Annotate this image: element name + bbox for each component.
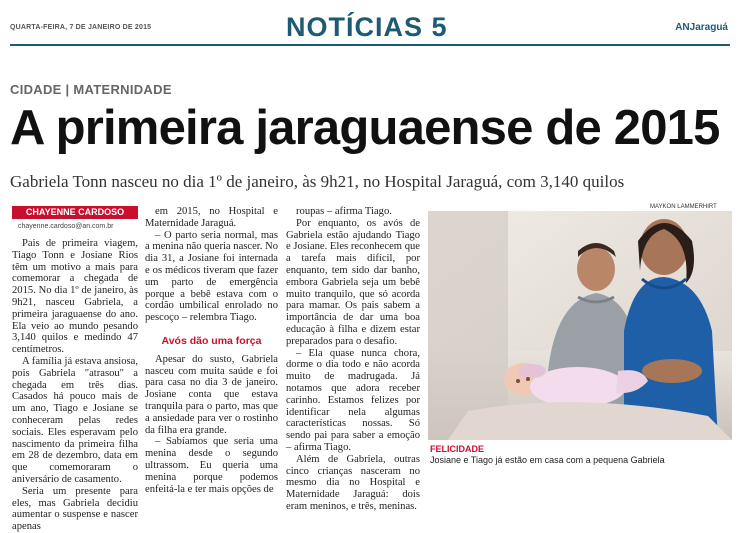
- article-photo: [428, 211, 732, 440]
- masthead-logo: [675, 22, 728, 33]
- paragraph: em 2015, no Hospital e Maternidade Jaraguá.: [145, 206, 278, 229]
- paragraph: A família já estava ansiosa, pois Gabriela "atrasou" a chegada em três dias. Casados há pouco mais de um ano, Tiago e Josiane se conheceram pelas redes sociais. Eles esperavam pelo nascimento da primeira filha em 28 de dezembro, data em que comemoraram o aniversário de casamento.: [12, 355, 138, 485]
- article-column-3: [286, 206, 420, 513]
- article-column-2: [145, 206, 278, 495]
- masthead-prefix: AN: [675, 22, 690, 33]
- section-title: NOTÍCIAS 5: [286, 12, 448, 42]
- paragraph: – Ela quase nunca chora, dorme o dia todo e não acorda muito de madrugada. Já notamos que adora receber carinho. Estamos felizes por identificar nela algumas características nossas. Só sendo pai para saber a emoção – afirma Tiago.: [286, 347, 420, 453]
- paragraph: – O parto seria normal, mas a menina não queria nascer. No dia 31, a Josiane foi internada e os médicos tiveram que fazer um parto de emergência porque a bebê estava com o cordão umbilical enrolado no pescoço – relembra Tiago.: [145, 229, 278, 324]
- paragraph: Pais de primeira viagem, Tiago Tonn e Josiane Rios têm um motivo a mais para comemorar a chegada de 2015. No dia 1º de janeiro, às 9h21, nasceu Gabriela, a primeira jaraguaense do ano. Ela veio ao mundo pesando 3,140 quilos e medindo 47 centímetros.: [12, 238, 138, 356]
- paragraph: Por enquanto, os avós de Gabriela estão ajudando Tiago e Josiane. Eles reconhecem que a tarefa mais difícil, por enquanto, tem sido dar banho, embora Gabriela seja um bebê muito tranquilo, que só acorda para mamar. Os pais sabem a importância de dar uma boa educação à filha e dizem estar preparados para o desafio.: [286, 217, 420, 347]
- photo-credit: MAYKON LAMMERHIRT: [650, 204, 717, 210]
- article-headline: A primeira jaraguaense de 2015: [10, 101, 720, 155]
- article-column-1: [12, 238, 138, 533]
- paragraph: roupas – afirma Tiago.: [296, 206, 392, 217]
- article-kicker: CIDADE | MATERNIDADE: [10, 82, 172, 97]
- paragraph: Seria um presente para eles, mas Gabriela decidiu aumentar o suspense e nascer apenas: [12, 485, 138, 533]
- paragraph: Apesar do susto, Gabriela nasceu com muita saúde e foi para casa no dia 3 de janeiro. Josiane conta que estava tranquila para o parto, mas que a ansiedade para ver o rostinho da filha era grande.: [145, 353, 278, 436]
- paragraph: – Sabíamos que seria uma menina desde o segundo ultrassom. Eu queria uma menina porque podemos enfeitá-la e ter mais opções de: [145, 436, 278, 495]
- section-subheading: Avós dão uma força: [161, 334, 262, 347]
- dateline: QUARTA-FEIRA, 7 DE JANEIRO DE 2015: [10, 24, 152, 31]
- header-rule: [10, 44, 730, 46]
- article-subhead: Gabriela Tonn nasceu no dia 1º de janeiro, às 9h21, no Hospital Jaraguá, com 3,140 quilos: [10, 172, 625, 191]
- photo-caption: Josiane e Tiago já estão em casa com a pequena Gabriela: [430, 455, 665, 465]
- author-byline: CHAYENNE CARDOSO: [12, 206, 138, 219]
- masthead-name: Jaraguá: [689, 22, 728, 33]
- author-email: chayenne.cardoso@an.com.br: [18, 223, 114, 230]
- paragraph: Além de Gabriela, outras cinco crianças nasceram no mesmo dia no Hospital e Maternidade Jaraguá: dois eram meninos, e três, meninas.: [286, 453, 420, 512]
- caption-kicker: FELICIDADE: [430, 444, 484, 454]
